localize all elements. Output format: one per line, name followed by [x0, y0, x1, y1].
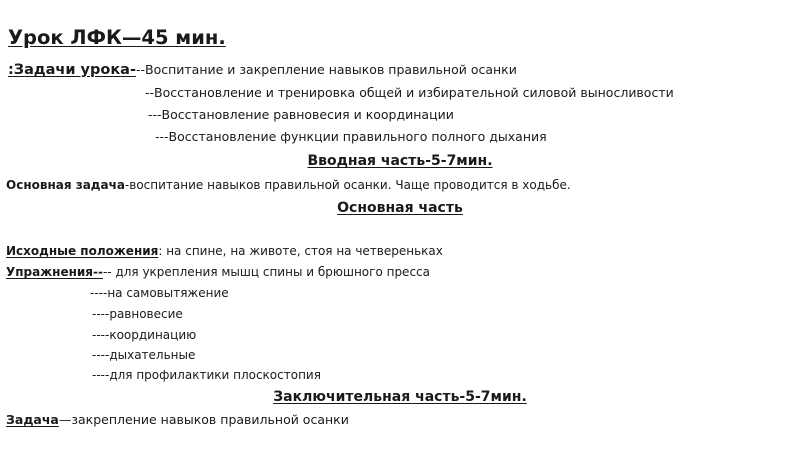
tasks-label: :Задачи урока- — [8, 62, 136, 78]
exercises-line — [6, 264, 430, 280]
intro-heading: Вводная часть-5-7мин. — [307, 153, 493, 169]
final-task-line — [6, 412, 349, 428]
exercise-item: ----на самовытяжение — [90, 286, 229, 300]
positions-label: Исходные положения — [6, 244, 159, 258]
exercise-item: ----для профилактики плоскостопия — [92, 368, 321, 382]
exercise-item: ----равновесие — [92, 307, 183, 321]
task-item: ---Восстановление функции правильного полного дыхания — [155, 129, 547, 144]
intro-task-line — [6, 177, 571, 193]
task-item: --Воспитание и закрепление навыков правильной осанки — [135, 62, 517, 77]
task-item: ---Восстановление равновесия и координации — [148, 107, 454, 122]
final-task-label: Задача — [6, 412, 59, 427]
page-title: Урок ЛФК—45 мин. — [8, 26, 226, 49]
intro-task-label: Основная задача — [6, 178, 125, 192]
exercise-item: ----дыхательные — [92, 348, 196, 362]
exercises-text: -- для укрепления мышц спины и брюшного пресса — [102, 265, 430, 279]
task-item: --Восстановление и тренировка общей и избирательной силовой выносливости — [145, 85, 674, 100]
positions-text: : на спине, на животе, стоя на четвереньках — [158, 244, 443, 258]
tasks-line-1 — [8, 62, 517, 78]
positions-line — [6, 243, 443, 259]
main-heading: Основная часть — [337, 200, 463, 216]
exercise-item: ----координацию — [92, 328, 197, 342]
exercises-label: Упражнения-- — [6, 265, 103, 279]
final-heading: Заключительная часть-5-7мин. — [273, 389, 527, 405]
final-task-text: —закрепление навыков правильной осанки — [58, 412, 349, 427]
intro-task-text: -воспитание навыков правильной осанки. Чаще проводится в ходьбе. — [124, 178, 571, 192]
